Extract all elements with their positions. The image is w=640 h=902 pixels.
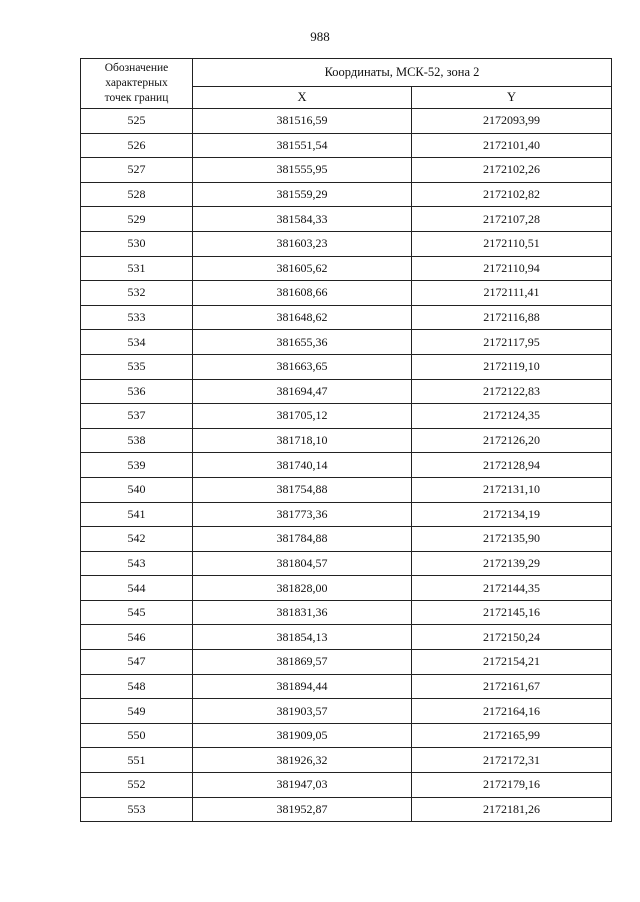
x-coordinate-cell: 381555,95 xyxy=(193,158,412,183)
x-coordinate-cell: 381909,05 xyxy=(193,723,412,748)
point-cell: 528 xyxy=(81,182,193,207)
x-coordinate-cell: 381603,23 xyxy=(193,231,412,256)
x-coordinate-cell: 381648,62 xyxy=(193,305,412,330)
point-cell: 534 xyxy=(81,330,193,355)
x-coordinate-cell: 381947,03 xyxy=(193,773,412,798)
y-coordinate-cell: 2172110,94 xyxy=(412,256,612,281)
point-cell: 526 xyxy=(81,133,193,158)
x-coordinate-cell: 381754,88 xyxy=(193,477,412,502)
table-row xyxy=(81,281,612,306)
x-coordinate-cell: 381784,88 xyxy=(193,527,412,552)
point-cell: 536 xyxy=(81,379,193,404)
y-coordinate-cell: 2172107,28 xyxy=(412,207,612,232)
point-cell: 553 xyxy=(81,797,193,822)
y-coordinate-cell: 2172135,90 xyxy=(412,527,612,552)
point-header-line-3: точек границ xyxy=(104,92,169,104)
x-coordinate-cell: 381551,54 xyxy=(193,133,412,158)
point-cell: 543 xyxy=(81,551,193,576)
y-coordinate-cell: 2172110,51 xyxy=(412,231,612,256)
x-coordinate-cell: 381903,57 xyxy=(193,699,412,724)
x-coordinate-cell: 381894,44 xyxy=(193,674,412,699)
table-header xyxy=(81,59,612,109)
table-row xyxy=(81,650,612,675)
point-header-line-1: Обозначение xyxy=(104,62,169,74)
y-column-header: Y xyxy=(412,87,612,109)
point-cell: 542 xyxy=(81,527,193,552)
table-row xyxy=(81,699,612,724)
y-coordinate-cell: 2172102,82 xyxy=(412,182,612,207)
table-row xyxy=(81,797,612,822)
table-row xyxy=(81,477,612,502)
y-coordinate-cell: 2172145,16 xyxy=(412,600,612,625)
table-row xyxy=(81,674,612,699)
table-row xyxy=(81,428,612,453)
x-coordinate-cell: 381559,29 xyxy=(193,182,412,207)
x-coordinate-cell: 381655,36 xyxy=(193,330,412,355)
point-cell: 548 xyxy=(81,674,193,699)
point-cell: 541 xyxy=(81,502,193,527)
point-cell: 538 xyxy=(81,428,193,453)
point-cell: 550 xyxy=(81,723,193,748)
point-cell: 530 xyxy=(81,231,193,256)
table-row xyxy=(81,182,612,207)
y-coordinate-cell: 2172165,99 xyxy=(412,723,612,748)
point-cell: 529 xyxy=(81,207,193,232)
table-row xyxy=(81,231,612,256)
table-row xyxy=(81,305,612,330)
x-coordinate-cell: 381516,59 xyxy=(193,109,412,134)
point-cell: 527 xyxy=(81,158,193,183)
y-coordinate-cell: 2172161,67 xyxy=(412,674,612,699)
table-row xyxy=(81,354,612,379)
point-column-header xyxy=(81,59,193,109)
table-row xyxy=(81,109,612,134)
y-coordinate-cell: 2172164,16 xyxy=(412,699,612,724)
x-coordinate-cell: 381584,33 xyxy=(193,207,412,232)
coordinates-group-header: Координаты, МСК-52, зона 2 xyxy=(193,59,612,87)
table-row xyxy=(81,158,612,183)
y-coordinate-cell: 2172122,83 xyxy=(412,379,612,404)
point-cell: 544 xyxy=(81,576,193,601)
header-row-top xyxy=(81,59,612,87)
x-column-header: X xyxy=(193,87,412,109)
point-cell: 535 xyxy=(81,354,193,379)
y-coordinate-cell: 2172172,31 xyxy=(412,748,612,773)
point-cell: 525 xyxy=(81,109,193,134)
x-coordinate-cell: 381952,87 xyxy=(193,797,412,822)
point-cell: 540 xyxy=(81,477,193,502)
x-coordinate-cell: 381740,14 xyxy=(193,453,412,478)
x-coordinate-cell: 381608,66 xyxy=(193,281,412,306)
y-coordinate-cell: 2172102,26 xyxy=(412,158,612,183)
y-coordinate-cell: 2172131,10 xyxy=(412,477,612,502)
y-coordinate-cell: 2172116,88 xyxy=(412,305,612,330)
point-cell: 532 xyxy=(81,281,193,306)
y-coordinate-cell: 2172150,24 xyxy=(412,625,612,650)
x-coordinate-cell: 381831,36 xyxy=(193,600,412,625)
y-coordinate-cell: 2172179,16 xyxy=(412,773,612,798)
point-cell: 537 xyxy=(81,404,193,429)
x-coordinate-cell: 381804,57 xyxy=(193,551,412,576)
y-coordinate-cell: 2172139,29 xyxy=(412,551,612,576)
table-row xyxy=(81,551,612,576)
table-row xyxy=(81,748,612,773)
y-coordinate-cell: 2172144,35 xyxy=(412,576,612,601)
table-row xyxy=(81,527,612,552)
point-header-line-2: характерных xyxy=(105,77,168,89)
y-coordinate-cell: 2172181,26 xyxy=(412,797,612,822)
table-body xyxy=(81,109,612,822)
table-row xyxy=(81,330,612,355)
y-coordinate-cell: 2172154,21 xyxy=(412,650,612,675)
table-row xyxy=(81,207,612,232)
table-row xyxy=(81,576,612,601)
y-coordinate-cell: 2172128,94 xyxy=(412,453,612,478)
y-coordinate-cell: 2172111,41 xyxy=(412,281,612,306)
table-row xyxy=(81,453,612,478)
point-cell: 549 xyxy=(81,699,193,724)
table-row xyxy=(81,773,612,798)
point-cell: 546 xyxy=(81,625,193,650)
x-coordinate-cell: 381605,62 xyxy=(193,256,412,281)
point-cell: 545 xyxy=(81,600,193,625)
point-cell: 551 xyxy=(81,748,193,773)
table-row xyxy=(81,133,612,158)
table-row xyxy=(81,379,612,404)
table-row xyxy=(81,600,612,625)
table-row xyxy=(81,256,612,281)
x-coordinate-cell: 381718,10 xyxy=(193,428,412,453)
y-coordinate-cell: 2172119,10 xyxy=(412,354,612,379)
x-coordinate-cell: 381694,47 xyxy=(193,379,412,404)
point-cell: 531 xyxy=(81,256,193,281)
x-coordinate-cell: 381869,57 xyxy=(193,650,412,675)
y-coordinate-cell: 2172093,99 xyxy=(412,109,612,134)
page-number: 988 xyxy=(310,29,330,44)
point-cell: 552 xyxy=(81,773,193,798)
point-cell: 547 xyxy=(81,650,193,675)
y-coordinate-cell: 2172124,35 xyxy=(412,404,612,429)
x-coordinate-cell: 381705,12 xyxy=(193,404,412,429)
y-coordinate-cell: 2172126,20 xyxy=(412,428,612,453)
x-coordinate-cell: 381773,36 xyxy=(193,502,412,527)
x-coordinate-cell: 381926,32 xyxy=(193,748,412,773)
point-cell: 539 xyxy=(81,453,193,478)
x-coordinate-cell: 381854,13 xyxy=(193,625,412,650)
y-coordinate-cell: 2172134,19 xyxy=(412,502,612,527)
table-row xyxy=(81,625,612,650)
table-row xyxy=(81,404,612,429)
point-cell: 533 xyxy=(81,305,193,330)
table-row xyxy=(81,723,612,748)
coordinates-table xyxy=(80,58,612,822)
y-coordinate-cell: 2172117,95 xyxy=(412,330,612,355)
x-coordinate-cell: 381663,65 xyxy=(193,354,412,379)
y-coordinate-cell: 2172101,40 xyxy=(412,133,612,158)
table-row xyxy=(81,502,612,527)
x-coordinate-cell: 381828,00 xyxy=(193,576,412,601)
